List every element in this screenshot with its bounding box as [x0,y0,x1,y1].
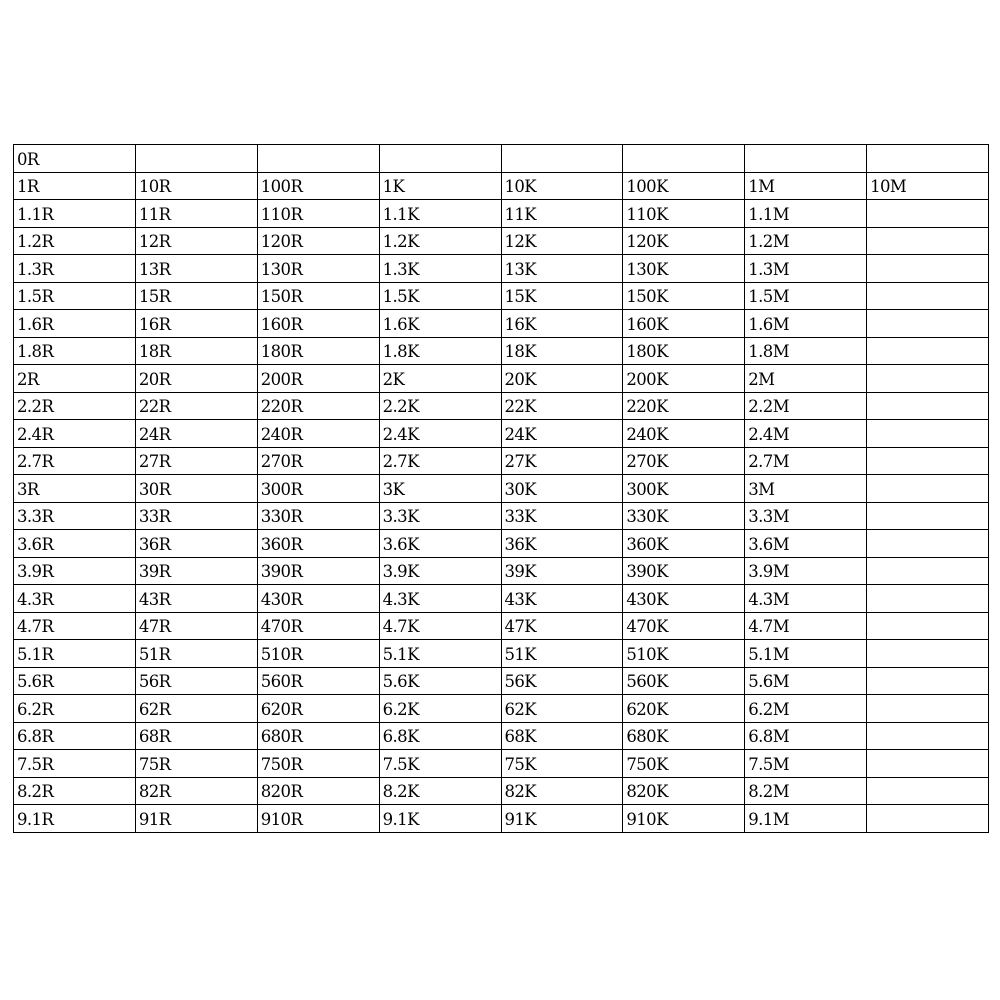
table-cell [867,365,989,393]
table-cell [379,145,501,173]
table-cell: 160R [257,310,379,338]
table-cell: 7.5K [379,750,501,778]
table-row [14,585,989,613]
table-cell: 1.5R [14,282,136,310]
resistor-value-table [13,144,989,833]
table-cell: 3.9K [379,557,501,585]
table-cell: 2.4M [745,420,867,448]
table-cell: 3.9R [14,557,136,585]
table-cell: 110R [257,200,379,228]
table-cell: 68R [135,722,257,750]
table-cell: 5.6R [14,667,136,695]
table-cell [867,475,989,503]
table-cell: 270R [257,447,379,475]
table-cell: 100K [623,172,745,200]
table-cell [867,337,989,365]
table-cell: 30R [135,475,257,503]
table-cell [867,640,989,668]
table-cell: 910K [623,805,745,833]
table-cell: 13K [501,255,623,283]
table-cell: 9.1M [745,805,867,833]
table-cell: 300R [257,475,379,503]
table-cell [867,667,989,695]
table-cell [867,750,989,778]
table-cell: 120K [623,227,745,255]
table-cell: 1.6K [379,310,501,338]
table-row [14,255,989,283]
table-cell: 150K [623,282,745,310]
table-cell: 33K [501,502,623,530]
table-cell: 3.3M [745,502,867,530]
table-cell: 4.3K [379,585,501,613]
table-row [14,805,989,833]
table-cell: 6.2M [745,695,867,723]
table-cell: 1.3R [14,255,136,283]
table-cell [867,585,989,613]
table-cell [867,227,989,255]
table-cell: 5.6M [745,667,867,695]
table-cell: 36R [135,530,257,558]
table-cell: 10K [501,172,623,200]
table-cell: 10M [867,172,989,200]
table-cell: 62R [135,695,257,723]
table-cell: 4.7R [14,612,136,640]
table-cell: 3.6K [379,530,501,558]
table-cell: 2R [14,365,136,393]
table-cell: 2.2K [379,392,501,420]
table-cell: 3.6R [14,530,136,558]
table-cell: 15R [135,282,257,310]
table-cell: 82K [501,777,623,805]
table-cell [867,722,989,750]
table-cell: 360K [623,530,745,558]
table-cell: 680K [623,722,745,750]
table-cell: 1.3M [745,255,867,283]
table-cell: 200K [623,365,745,393]
table-cell: 3.3K [379,502,501,530]
table-cell: 1.2R [14,227,136,255]
table-cell: 1.8R [14,337,136,365]
table-cell [867,145,989,173]
table-cell: 160K [623,310,745,338]
table-cell: 330K [623,502,745,530]
table-cell: 910R [257,805,379,833]
table-cell: 2.7K [379,447,501,475]
table-cell: 620K [623,695,745,723]
table-cell: 8.2K [379,777,501,805]
table-cell: 270K [623,447,745,475]
table-cell: 62K [501,695,623,723]
table-row [14,392,989,420]
table-row [14,557,989,585]
table-cell: 43R [135,585,257,613]
table-cell: 2.2M [745,392,867,420]
table-cell: 3K [379,475,501,503]
table-cell: 13R [135,255,257,283]
table-cell: 2.7M [745,447,867,475]
table-cell [867,530,989,558]
table-cell: 9.1R [14,805,136,833]
table-cell: 18R [135,337,257,365]
table-cell: 36K [501,530,623,558]
table-cell [867,282,989,310]
table-row [14,640,989,668]
table-cell: 430R [257,585,379,613]
table-cell: 2.2R [14,392,136,420]
table-cell [867,777,989,805]
table-cell: 39K [501,557,623,585]
table-cell: 22K [501,392,623,420]
table-cell: 7.5M [745,750,867,778]
table-cell: 1R [14,172,136,200]
table-cell: 12R [135,227,257,255]
table-cell: 3.3R [14,502,136,530]
table-cell: 240R [257,420,379,448]
table-cell: 560R [257,667,379,695]
table-cell: 2.4R [14,420,136,448]
table-cell: 24R [135,420,257,448]
table-cell: 3.6M [745,530,867,558]
table-cell: 24K [501,420,623,448]
table-cell: 4.3R [14,585,136,613]
table-cell [745,145,867,173]
table-cell: 30K [501,475,623,503]
table-cell: 180K [623,337,745,365]
table-row [14,365,989,393]
table-cell: 11R [135,200,257,228]
table-cell: 390K [623,557,745,585]
table-cell: 15K [501,282,623,310]
table-cell: 360R [257,530,379,558]
table-cell: 3R [14,475,136,503]
table-cell: 1.5M [745,282,867,310]
table-cell [867,502,989,530]
table-cell: 6.2K [379,695,501,723]
table-cell: 1.2M [745,227,867,255]
table-cell: 510K [623,640,745,668]
table-cell: 820K [623,777,745,805]
table-cell [867,420,989,448]
resistor-table-body [14,145,989,833]
table-cell: 91K [501,805,623,833]
table-cell: 130K [623,255,745,283]
table-row [14,447,989,475]
table-cell: 3.9M [745,557,867,585]
table-cell [867,392,989,420]
table-cell: 1.5K [379,282,501,310]
table-cell: 180R [257,337,379,365]
table-cell: 220R [257,392,379,420]
table-row [14,420,989,448]
table-cell: 47K [501,612,623,640]
table-cell: 130R [257,255,379,283]
table-cell [867,612,989,640]
table-cell: 11K [501,200,623,228]
table-cell: 1.8M [745,337,867,365]
table-row [14,145,989,173]
table-cell [867,805,989,833]
table-cell: 39R [135,557,257,585]
table-cell: 470R [257,612,379,640]
table-cell: 82R [135,777,257,805]
table-cell: 220K [623,392,745,420]
table-cell [867,695,989,723]
table-cell: 1.1R [14,200,136,228]
table-cell: 8.2R [14,777,136,805]
table-cell: 9.1K [379,805,501,833]
table-cell: 120R [257,227,379,255]
table-cell: 3M [745,475,867,503]
table-cell: 7.5R [14,750,136,778]
table-cell: 2.4K [379,420,501,448]
table-cell: 560K [623,667,745,695]
table-row [14,475,989,503]
table-cell: 620R [257,695,379,723]
table-cell: 2.7R [14,447,136,475]
table-row [14,750,989,778]
table-cell: 56K [501,667,623,695]
table-cell: 1.2K [379,227,501,255]
table-cell: 300K [623,475,745,503]
table-cell [135,145,257,173]
table-cell: 1.6R [14,310,136,338]
table-cell: 51R [135,640,257,668]
table-row [14,227,989,255]
table-cell: 2K [379,365,501,393]
table-cell: 5.1R [14,640,136,668]
table-cell [867,310,989,338]
table-cell: 27K [501,447,623,475]
table-row [14,282,989,310]
table-cell: 18K [501,337,623,365]
table-cell: 43K [501,585,623,613]
table-row [14,530,989,558]
table-cell: 47R [135,612,257,640]
table-row [14,200,989,228]
table-row [14,667,989,695]
table-cell: 390R [257,557,379,585]
table-cell [867,557,989,585]
table-cell: 4.7K [379,612,501,640]
table-row [14,612,989,640]
table-cell: 56R [135,667,257,695]
table-cell: 240K [623,420,745,448]
table-cell: 750K [623,750,745,778]
table-cell: 75R [135,750,257,778]
table-cell: 16K [501,310,623,338]
table-cell: 20K [501,365,623,393]
table-cell: 68K [501,722,623,750]
table-row [14,722,989,750]
table-cell: 680R [257,722,379,750]
table-row [14,310,989,338]
table-row [14,337,989,365]
table-cell: 1.1M [745,200,867,228]
table-cell: 1.1K [379,200,501,228]
table-cell: 10R [135,172,257,200]
table-cell [867,447,989,475]
table-cell: 6.8K [379,722,501,750]
table-cell: 5.1M [745,640,867,668]
table-cell [501,145,623,173]
table-cell: 1.8K [379,337,501,365]
table-cell: 750R [257,750,379,778]
table-cell: 510R [257,640,379,668]
table-cell: 100R [257,172,379,200]
table-row [14,502,989,530]
table-cell: 33R [135,502,257,530]
table-cell [867,200,989,228]
table-cell: 20R [135,365,257,393]
table-cell: 16R [135,310,257,338]
table-cell [623,145,745,173]
table-cell: 470K [623,612,745,640]
table-cell: 430K [623,585,745,613]
table-cell: 6.2R [14,695,136,723]
table-cell: 330R [257,502,379,530]
table-row [14,777,989,805]
table-row [14,695,989,723]
table-cell: 22R [135,392,257,420]
table-cell: 200R [257,365,379,393]
table-cell: 4.3M [745,585,867,613]
table-cell: 1.3K [379,255,501,283]
table-cell: 6.8R [14,722,136,750]
table-cell: 8.2M [745,777,867,805]
table-cell: 1M [745,172,867,200]
table-cell: 5.1K [379,640,501,668]
table-cell [867,255,989,283]
table-row [14,172,989,200]
table-cell: 110K [623,200,745,228]
table-cell [257,145,379,173]
table-cell: 6.8M [745,722,867,750]
table-cell: 4.7M [745,612,867,640]
table-cell: 0R [14,145,136,173]
table-cell: 75K [501,750,623,778]
table-cell: 51K [501,640,623,668]
table-cell: 12K [501,227,623,255]
table-cell: 1.6M [745,310,867,338]
table-cell: 150R [257,282,379,310]
table-cell: 1K [379,172,501,200]
table-cell: 820R [257,777,379,805]
table-cell: 5.6K [379,667,501,695]
table-cell: 2M [745,365,867,393]
table-cell: 27R [135,447,257,475]
table-cell: 91R [135,805,257,833]
